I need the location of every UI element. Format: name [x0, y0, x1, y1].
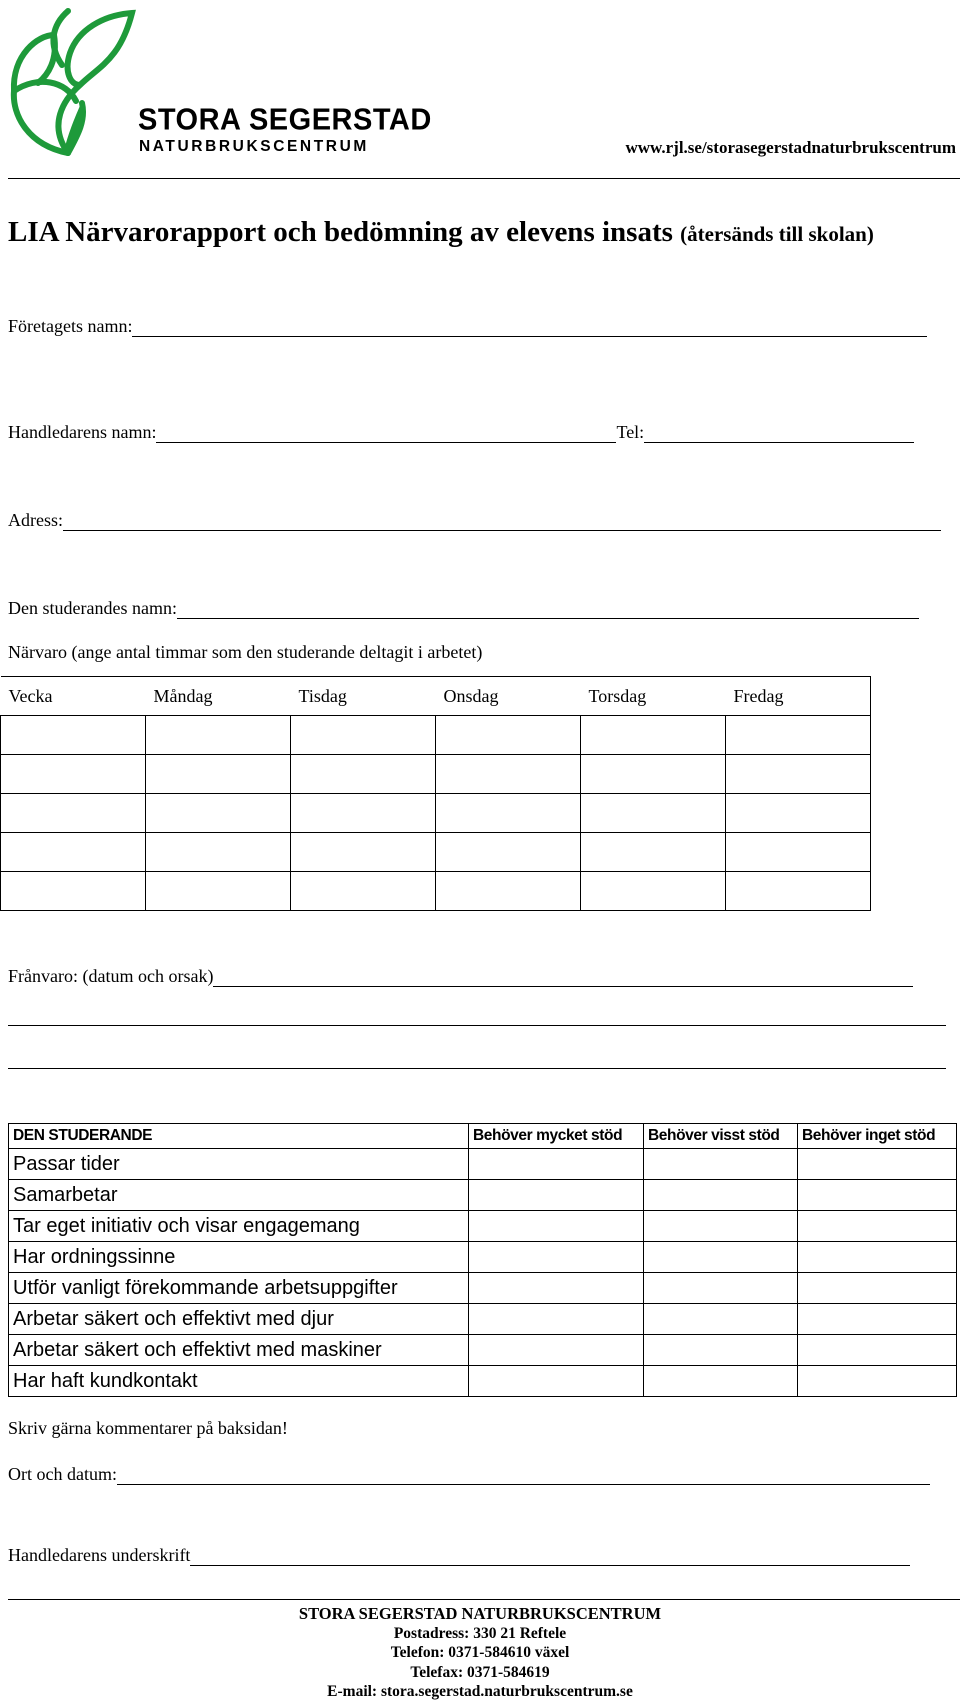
title-main: LIA Närvarorapport och bedömning av elevens insats	[8, 216, 673, 248]
attendance-cell[interactable]	[1, 755, 146, 794]
evaluation-criterion: Har ordningssinne	[9, 1242, 469, 1273]
evaluation-cell[interactable]	[469, 1304, 644, 1335]
attendance-cell[interactable]	[291, 872, 436, 911]
evaluation-row	[9, 1335, 957, 1366]
evaluation-cell[interactable]	[469, 1335, 644, 1366]
attendance-cell[interactable]	[436, 716, 581, 755]
attendance-cell[interactable]	[291, 833, 436, 872]
absence-input-line[interactable]	[213, 968, 913, 987]
attendance-cell[interactable]	[146, 716, 291, 755]
absence-extra-line[interactable]	[8, 1068, 946, 1069]
address-label: Adress:	[8, 510, 63, 530]
evaluation-cell[interactable]	[798, 1211, 957, 1242]
attendance-table	[0, 676, 871, 911]
signature-field[interactable]	[8, 1545, 910, 1566]
attendance-cell[interactable]	[146, 794, 291, 833]
page-title	[8, 216, 874, 249]
company-label: Företagets namn:	[8, 316, 133, 336]
footer-phone: Telefon: 0371-584610 växel	[390, 1644, 570, 1661]
place-date-label: Ort och datum:	[8, 1464, 117, 1484]
attendance-cell[interactable]	[146, 872, 291, 911]
evaluation-cell[interactable]	[798, 1180, 957, 1211]
supervisor-label: Handledarens namn:	[8, 422, 157, 442]
evaluation-table	[8, 1123, 957, 1397]
attendance-cell[interactable]	[146, 755, 291, 794]
attendance-row	[1, 833, 871, 872]
attendance-cell[interactable]	[1, 716, 146, 755]
evaluation-criterion: Arbetar säkert och effektivt med djur	[9, 1304, 469, 1335]
footer-org: STORA SEGERSTAD NATURBRUKSCENTRUM	[298, 1604, 662, 1623]
comments-note: Skriv gärna kommentarer på baksidan!	[8, 1418, 288, 1438]
supervisor-input-line[interactable]	[156, 424, 616, 443]
brand-name: STORA SEGERSTAD	[138, 103, 432, 137]
attendance-cell[interactable]	[1, 872, 146, 911]
attendance-cell[interactable]	[581, 716, 726, 755]
attendance-header-cell: Fredag	[726, 677, 871, 716]
attendance-cell[interactable]	[436, 755, 581, 794]
evaluation-cell[interactable]	[469, 1273, 644, 1304]
evaluation-cell[interactable]	[798, 1366, 957, 1397]
evaluation-criterion: Samarbetar	[9, 1180, 469, 1211]
evaluation-cell[interactable]	[644, 1180, 798, 1211]
attendance-cell[interactable]	[1, 833, 146, 872]
address-input-line[interactable]	[63, 512, 941, 531]
footer-fax: Telefax: 0371-584619	[410, 1663, 550, 1681]
evaluation-criterion: Tar eget initiativ och visar engagemang	[9, 1211, 469, 1242]
absence-extra-line[interactable]	[8, 1025, 946, 1026]
attendance-row	[1, 794, 871, 833]
evaluation-criterion: Har haft kundkontakt	[9, 1366, 469, 1397]
evaluation-header-no-support: Behöver inget stöd	[798, 1124, 957, 1149]
evaluation-header-row	[9, 1124, 957, 1149]
attendance-cell[interactable]	[436, 872, 581, 911]
attendance-cell[interactable]	[726, 716, 871, 755]
evaluation-cell[interactable]	[798, 1242, 957, 1273]
attendance-cell[interactable]	[581, 755, 726, 794]
attendance-cell[interactable]	[726, 755, 871, 794]
evaluation-row	[9, 1149, 957, 1180]
attendance-row	[1, 755, 871, 794]
attendance-cell[interactable]	[146, 833, 291, 872]
evaluation-cell[interactable]	[469, 1180, 644, 1211]
supervisor-field[interactable]	[8, 422, 914, 443]
leaf-logo	[8, 5, 140, 157]
attendance-cell[interactable]	[291, 716, 436, 755]
student-name-input-line[interactable]	[177, 600, 919, 619]
evaluation-header-some-support: Behöver visst stöd	[644, 1124, 798, 1149]
footer-divider	[8, 1599, 960, 1600]
evaluation-row	[9, 1242, 957, 1273]
tel-input-line[interactable]	[644, 424, 914, 443]
evaluation-header-student: DEN STUDERANDE	[9, 1124, 469, 1149]
evaluation-cell[interactable]	[798, 1335, 957, 1366]
evaluation-cell[interactable]	[644, 1304, 798, 1335]
attendance-cell[interactable]	[581, 833, 726, 872]
attendance-cell[interactable]	[291, 755, 436, 794]
student-name-label: Den studerandes namn:	[8, 598, 177, 618]
evaluation-cell[interactable]	[644, 1211, 798, 1242]
attendance-cell[interactable]	[436, 833, 581, 872]
evaluation-row	[9, 1211, 957, 1242]
evaluation-cell[interactable]	[469, 1242, 644, 1273]
evaluation-row	[9, 1273, 957, 1304]
attendance-cell[interactable]	[726, 872, 871, 911]
brand-subtitle: NATURBRUKSCENTRUM	[139, 138, 369, 155]
footer-email: E-mail: stora.segerstad.naturbrukscentrum.se	[327, 1683, 633, 1700]
evaluation-criterion: Passar tider	[9, 1149, 469, 1180]
attendance-header-cell: Tisdag	[291, 677, 436, 716]
header-divider	[8, 178, 960, 179]
evaluation-row	[9, 1366, 957, 1397]
evaluation-cell[interactable]	[644, 1335, 798, 1366]
attendance-cell[interactable]	[1, 794, 146, 833]
attendance-header-row	[1, 677, 871, 716]
evaluation-cell[interactable]	[644, 1366, 798, 1397]
tel-label: Tel:	[616, 422, 645, 442]
evaluation-cell[interactable]	[644, 1242, 798, 1273]
evaluation-cell[interactable]	[798, 1304, 957, 1335]
evaluation-criterion: Utför vanligt förekommande arbetsuppgifter	[9, 1273, 469, 1304]
attendance-intro: Närvaro (ange antal timmar som den studerande deltagit i arbetet)	[8, 642, 483, 662]
evaluation-cell[interactable]	[798, 1149, 957, 1180]
footer	[0, 1604, 960, 1702]
attendance-header-cell: Onsdag	[436, 677, 581, 716]
attendance-cell[interactable]	[291, 794, 436, 833]
attendance-cell[interactable]	[436, 794, 581, 833]
attendance-cell[interactable]	[726, 833, 871, 872]
website-url[interactable]: www.rjl.se/storasegerstadnaturbrukscentrum	[625, 138, 956, 157]
attendance-row	[1, 872, 871, 911]
attendance-header-cell: Måndag	[146, 677, 291, 716]
signature-label: Handledarens underskrift	[8, 1545, 191, 1565]
evaluation-cell[interactable]	[469, 1149, 644, 1180]
company-field[interactable]	[8, 316, 927, 337]
evaluation-header-much-support: Behöver mycket stöd	[469, 1124, 644, 1149]
evaluation-row	[9, 1304, 957, 1335]
evaluation-row	[9, 1180, 957, 1211]
attendance-cell[interactable]	[581, 872, 726, 911]
absence-label: Frånvaro: (datum och orsak)	[8, 966, 214, 986]
student-name-field[interactable]	[8, 598, 919, 619]
evaluation-cell[interactable]	[798, 1273, 957, 1304]
absence-field[interactable]	[8, 966, 913, 987]
evaluation-criterion: Arbetar säkert och effektivt med maskiner	[9, 1335, 469, 1366]
place-date-input-line[interactable]	[117, 1466, 930, 1485]
attendance-row	[1, 716, 871, 755]
evaluation-cell[interactable]	[469, 1366, 644, 1397]
footer-address: Postadress: 330 21 Reftele	[393, 1624, 567, 1642]
attendance-header-cell: Torsdag	[581, 677, 726, 716]
evaluation-cell[interactable]	[469, 1211, 644, 1242]
company-input-line[interactable]	[132, 318, 927, 337]
attendance-cell[interactable]	[726, 794, 871, 833]
place-date-field[interactable]	[8, 1464, 930, 1485]
title-note: (återsänds till skolan)	[680, 222, 874, 246]
evaluation-cell[interactable]	[644, 1149, 798, 1180]
attendance-header-cell: Vecka	[1, 677, 146, 716]
attendance-cell[interactable]	[581, 794, 726, 833]
evaluation-cell[interactable]	[644, 1273, 798, 1304]
signature-input-line[interactable]	[190, 1547, 910, 1566]
address-field[interactable]	[8, 510, 941, 531]
